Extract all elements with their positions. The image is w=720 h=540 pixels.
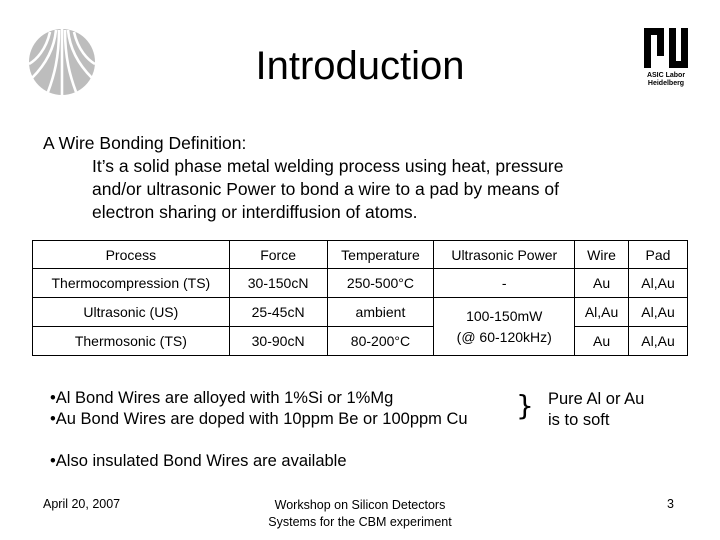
footer-date: April 20, 2007 bbox=[43, 497, 121, 511]
table-row bbox=[33, 298, 688, 327]
header-cell: Force bbox=[229, 241, 327, 269]
side-note bbox=[548, 389, 644, 431]
page-title: Introduction bbox=[255, 44, 465, 88]
list-item: •Al Bond Wires are alloyed with 1%Si or 1%Mg bbox=[50, 389, 394, 407]
footer-center bbox=[0, 497, 720, 531]
table-row bbox=[33, 327, 688, 356]
table-cell: Thermosonic (TS) bbox=[33, 327, 230, 356]
logo-text-line2: Heidelberg bbox=[647, 80, 685, 87]
header-cell: Wire bbox=[575, 241, 629, 269]
header-cell: Pad bbox=[629, 241, 688, 269]
table-cell: - bbox=[434, 269, 575, 298]
footer-event-line2: Systems for the CBM experiment bbox=[268, 515, 452, 529]
brace-symbol: } bbox=[516, 389, 534, 422]
table-cell: Ultrasonic (US) bbox=[33, 298, 230, 327]
process-table bbox=[32, 240, 688, 356]
table-cell: Al,Au bbox=[575, 298, 629, 327]
power-range: 100-150mW bbox=[466, 307, 543, 324]
table-cell: Al,Au bbox=[629, 269, 688, 298]
table-cell: 30-90cN bbox=[229, 327, 327, 356]
table-row bbox=[33, 269, 688, 298]
header-cell: Temperature bbox=[327, 241, 434, 269]
merged-power-cell bbox=[434, 298, 575, 356]
list-item: •Au Bond Wires are doped with 10ppm Be or 100ppm Cu bbox=[50, 410, 468, 428]
side-note-line1: Pure Al or Au bbox=[548, 390, 645, 408]
bullet-list bbox=[50, 388, 468, 472]
table-cell: Al,Au bbox=[629, 327, 688, 356]
table-cell: Au bbox=[575, 269, 629, 298]
table-header-row bbox=[33, 241, 688, 269]
definition-line: and/or ultrasonic Power to bond a wire to a pad by means of bbox=[92, 179, 559, 199]
definition-heading: A Wire Bonding Definition: bbox=[43, 133, 247, 153]
table-cell: Au bbox=[575, 327, 629, 356]
side-note-line2: is to soft bbox=[548, 411, 610, 429]
table-cell: Thermocompression (TS) bbox=[33, 269, 230, 298]
table-cell: 25-45cN bbox=[229, 298, 327, 327]
table-cell: ambient bbox=[327, 298, 434, 327]
header-cell: Process bbox=[33, 241, 230, 269]
definition-line: electron sharing or interdiffusion of atoms. bbox=[92, 202, 418, 222]
page-number: 3 bbox=[667, 497, 674, 511]
logo-text-line1: ASIC Labor bbox=[646, 72, 686, 79]
header-cell: Ultrasonic Power bbox=[434, 241, 575, 269]
table-cell: 80-200°C bbox=[327, 327, 434, 356]
power-frequency: (@ 60-120kHz) bbox=[456, 328, 552, 345]
table-cell: 250-500°C bbox=[327, 269, 434, 298]
table-cell: Al,Au bbox=[629, 298, 688, 327]
definition-line: It’s a solid phase metal welding process using heat, pressure bbox=[92, 156, 564, 176]
list-item: •Also insulated Bond Wires are available bbox=[50, 452, 347, 470]
footer-event-line1: Workshop on Silicon Detectors bbox=[274, 498, 446, 512]
definition-block bbox=[43, 132, 683, 224]
table-cell: 30-150cN bbox=[229, 269, 327, 298]
